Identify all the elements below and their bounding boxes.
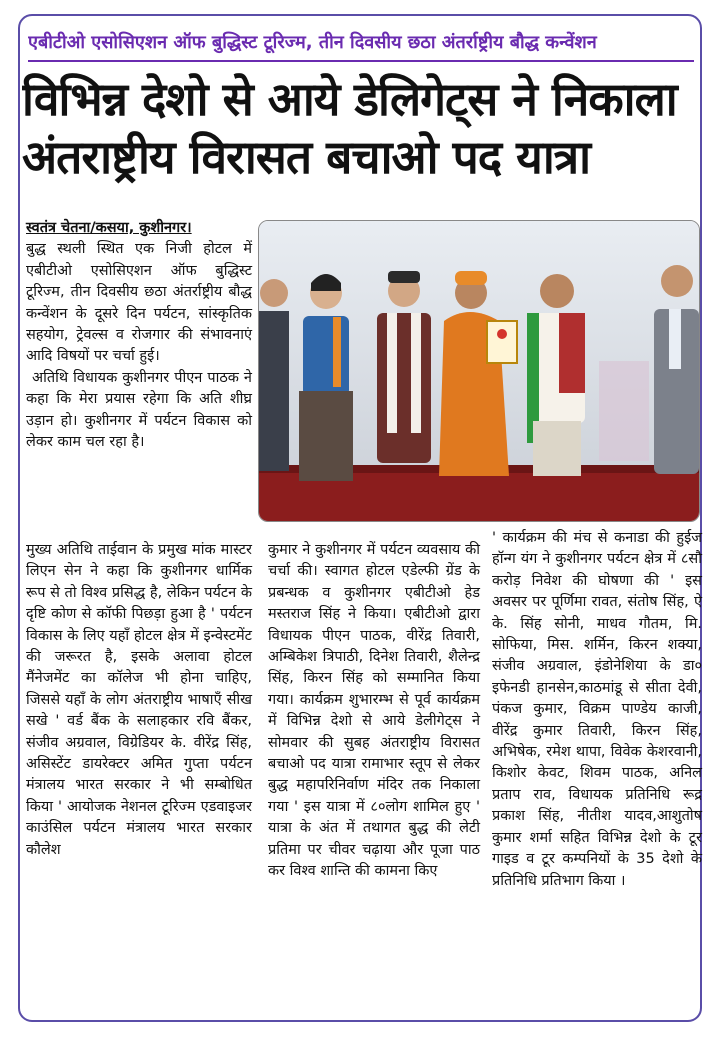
- paragraph-2: अतिथि विधायक कुशीनगर पीएन पाठक ने कहा कि मेरा प्रयास रहेगा कि अति शीघ्र उड़ान हो। कुशीनगर में पर्यटन विकास को लेकर काम चल रहा है।: [26, 369, 252, 451]
- event-photo: [258, 220, 700, 522]
- column-2: [268, 540, 480, 883]
- kicker-strap: एबीटीओ एसोसिएशन ऑफ बुद्धिस्ट टूरिज्म, तीन दिवसीय छठा अंतर्राष्ट्रीय बौद्ध कन्वेंशन: [28, 26, 694, 62]
- headline-line-2: अंतराष्ट्रीय विरासत बचाओ पद यात्रा: [22, 130, 591, 184]
- paragraph-4: कुमार ने कुशीनगर में पर्यटन व्यवसाय की चर्चा की। स्वागत होटल एडेल्फी ग्रेंड के प्रबन्धक व कुशीनगर एबीटीओ हेड मस्तराज सिंह ने किया। एबीटीओ द्वारा विधायक पीएन पाठक, वीरेंद्र तिवारी, अम्बिकेश त्रिपाठी, दिनेश तिवारी, शैलेन्द्र सिंह, किरन सिंह को सम्मानित किया गया। कार्यक्रम शुभारम्भ से पूर्व कार्यक्रम में विभिन्न देशो से आये डेलीगेट्स ने सोमवार की सुबह अंतराष्ट्रीय विरासत बचाओ पद यात्रा रामाभार स्तूप से लेकर बुद्ध महापरिनिर्वाण मंदिर तक निकाला गया ' इस यात्रा में ८०लोग शामिल हुए ' यात्रा के अंत में तथागत बुद्ध की लेटी प्रतिमा पर चीवर चढ़ाया और पूजा पाठ कर विश्व शान्ति की कामना किए: [268, 542, 480, 880]
- paragraph-1: बुद्ध स्थली स्थित एक निजी होटल में एबीटीओ एसोसिएशन ऑफ बुद्धिस्ट टूरिज्म, तीन दिवसीय छठा अंतर्राष्ट्रीय बौद्ध कन्वेंशन के दूसरे दिन पर्यटन, सांस्कृतिक सहयोग, ट्रेवल्स व रोजगार की संभावनाएं आदि विषयों पर चर्चा हुई।: [26, 241, 252, 365]
- dateline: स्वतंत्र चेतना/कसया, कुशीनगर।: [26, 220, 192, 236]
- column-3: [492, 528, 702, 892]
- event-photo-illustration: [259, 221, 699, 521]
- headline: [22, 70, 702, 186]
- column-1-top: [26, 218, 252, 453]
- headline-line-1: विभिन्न देशो से आये डेलिगेट्स ने निकाला: [22, 72, 677, 126]
- paragraph-5: ' कार्यक्रम की मंच से कनाडा की हुईज हॉन्ग यंग ने कुशीनगर पर्यटन क्षेत्र में ८सौ करोड़ निवेश की घोषणा की ' इस अवसर पर पूर्णिमा रावत, संतोष सिंह, ऐ के. सिंह सोनी, माधव गौतम, मि. सोफिया, मिस. शर्मिन, किरन शक्या, संजीव अग्रवाल, इंडोनेशिया के डा० इफेनडी हानसेन,काठमांडू से सीता देवी, पंकज कुमार, विक्रम पाण्डेय काजी, वीरेंद्र कुमार तिवारी, किरन सिंह, अभिषेक, रमेश थापा, विवेक केशरवानी, किशोर केवट, शिवम पाठक, अनिल प्रताप राव, विधायक प्रतिनिधि रूद्र प्रकाश सिंह, नीतीश यादव,आशुतोष कुमार शर्मा सहित विभिन्न देशो के टूर गाइड व टूर कम्पनियों के 35 देशो के प्रतिनिधि प्रतिभाग किया ।: [492, 530, 702, 889]
- paragraph-3: मुख्य अतिथि ताईवान के प्रमुख मांक मास्टर लिएन सेन ने कहा कि कुशीनगर धार्मिक रूप से तो विश्व प्रसिद्ध है, लेकिन पर्यटन के दृष्टि कोण से कॉफी पिछड़ा हुआ है ' पर्यटन विकास के लिए यहाँ होटल क्षेत्र में इन्वेस्टमेंट की जरूरत है, इसके अलावा होटल मैंनेजमेंट का कॉलेज भी होना चाहिए, जिससे यहाँ के लोग अंतराष्ट्रीय भाषाएँ सीख सखे ' वर्ड बैंक के सलाहकार रवि बैंकर, संजीव अग्रवाल, विग्रेडियर के. वीरेंद्र सिंह, असिस्टेंट डायरेक्टर अमित गुप्ता पर्यटन मंत्रालय भारत सरकार ने भी सम्बोधित किया ' आयोजक नेशनल टूरिज्म एडवाइजर काउंसिल पर्यटन मंत्रालय भारत सरकार कौलेश: [26, 542, 252, 858]
- column-1-bottom: [26, 540, 252, 861]
